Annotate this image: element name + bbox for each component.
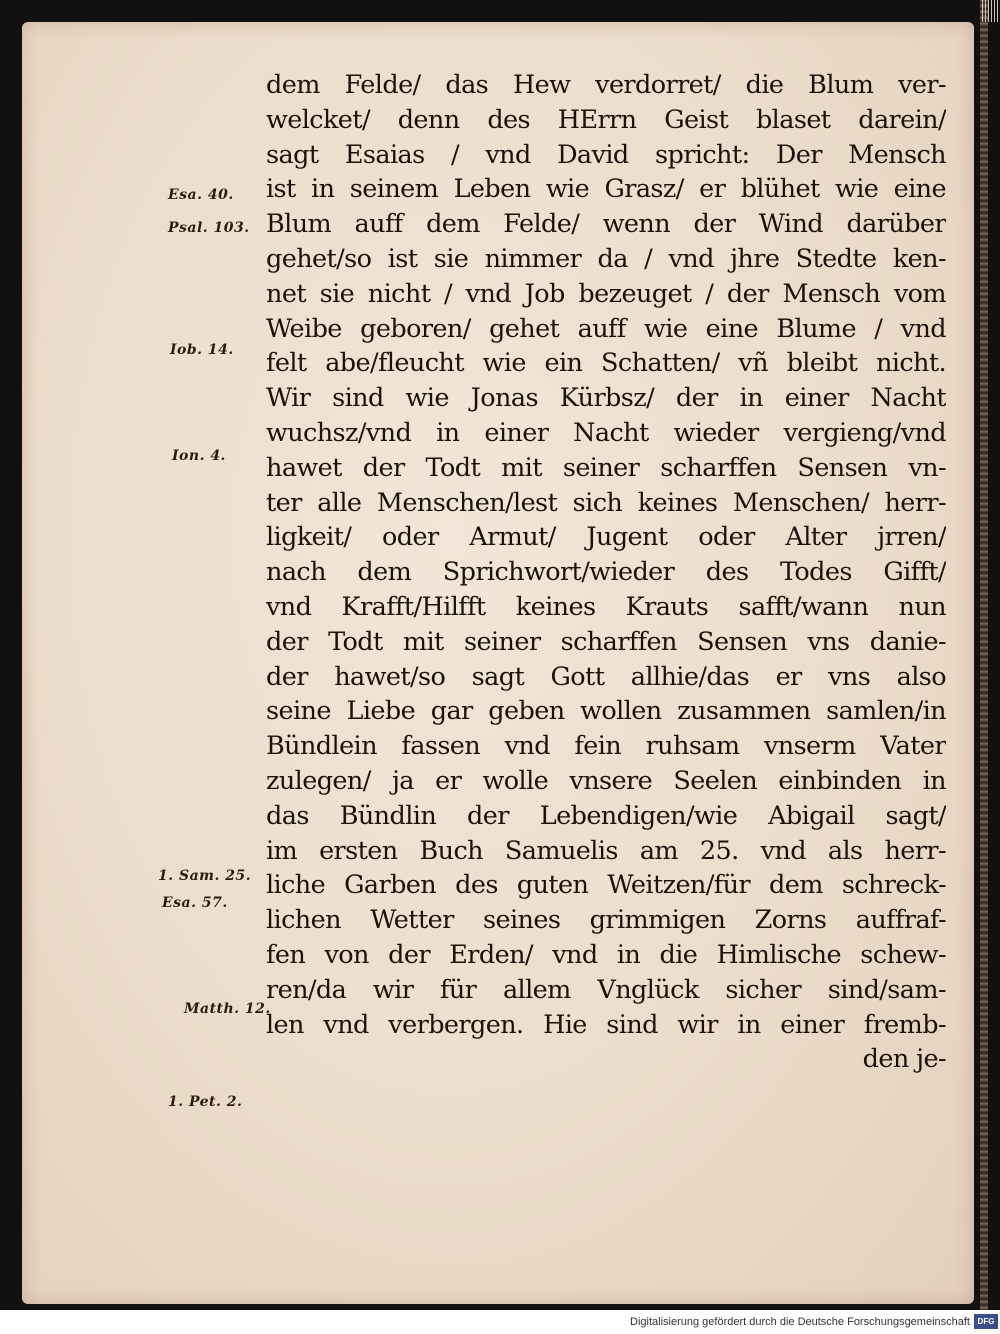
text-line: sagt Esaias / vnd David spricht: Der Mensch <box>266 139 946 170</box>
text-line: wuchsz/vnd in einer Nacht wieder vergieng/vnd <box>266 417 946 448</box>
text-line: dem Felde/ das Hew verdorret/ die Blum ver- <box>266 70 946 100</box>
marginal-reference: Ion. 4. <box>172 448 226 464</box>
text-line: zulegen/ ja er wolle vnsere Seelen einbinden in <box>266 765 946 796</box>
text-line: Wir sind wie Jonas Kürbsz/ der in einer Nacht <box>266 383 946 414</box>
text-line: Bündlein fassen vnd fein ruhsam vnserm Vater <box>266 731 946 762</box>
text-line: welcket/ denn des HErrn Geist blaset darein/ <box>266 104 946 135</box>
text-line: seine Liebe gar geben wollen zusammen samlen/in <box>266 696 946 727</box>
text-line: ren/da wir für allem Vnglück sicher sind/sam- <box>266 974 946 1005</box>
dfg-logo: DFG <box>974 1314 998 1329</box>
text-line: Blum auff dem Felde/ wenn der Wind darüber <box>266 209 946 240</box>
catchword: den je- <box>862 1044 946 1075</box>
marginal-reference: Matth. 12. <box>184 1001 271 1017</box>
text-line: im ersten Buch Samuelis am 25. vnd als herr- <box>266 835 946 866</box>
text-line: net sie nicht / vnd Job bezeuget / der Mensch vom <box>266 278 946 309</box>
marginal-reference: Iob. 14. <box>170 342 234 358</box>
marginal-reference: Esa. 57. <box>162 895 228 911</box>
text-line: das Bündlin der Lebendigen/wie Abigail sagt/ <box>266 800 946 831</box>
text-line: gehet/so ist sie nimmer da / vnd jhre Stedte ken- <box>266 243 946 274</box>
marginal-reference: 1. Pet. 2. <box>168 1094 243 1110</box>
text-line: hawet der Todt mit seiner scharffen Sensen vn- <box>266 452 946 483</box>
marginal-reference: Psal. 103. <box>168 220 250 236</box>
text-line: felt abe/fleucht wie ein Schatten/ vñ bleibt nicht. <box>266 348 946 379</box>
text-line: ligkeit/ oder Armut/ Jugent oder Alter jrren/ <box>266 522 946 553</box>
text-line: liche Garben des guten Weitzen/für dem schreck- <box>266 870 946 901</box>
text-line: vnd Krafft/Hilfft keines Krauts safft/wann nun <box>266 591 946 622</box>
digitization-credit: Digitalisierung gefördert durch die Deutsche Forschungsgemeinschaft <box>630 1316 970 1328</box>
text-line: der Todt mit seiner scharffen Sensen vns danie- <box>266 626 946 657</box>
text-line: Weibe geboren/ gehet auff wie eine Blume / vnd <box>266 313 946 344</box>
marginal-reference: Esa. 40. <box>168 187 234 203</box>
scan-corner-marker <box>982 0 998 22</box>
text-line: fen von der Erden/ vnd in die Himlische schew- <box>266 939 946 970</box>
text-line: ter alle Menschen/lest sich keines Menschen/ herr- <box>266 487 946 518</box>
book-edge <box>980 0 988 1310</box>
text-line: ist in seinem Leben wie Grasz/ er blühet wie eine <box>266 174 946 205</box>
page-body-text <box>266 68 946 1077</box>
text-line: len vnd verbergen. Hie sind wir in einer fremb- <box>266 1009 946 1040</box>
text-line: der hawet/so sagt Gott allhie/das er vns also <box>266 661 946 692</box>
text-line: lichen Wetter seines grimmigen Zorns auffraf- <box>266 905 946 936</box>
marginal-reference: 1. Sam. 25. <box>158 868 252 884</box>
text-line: nach dem Sprichwort/wieder des Todes Gifft/ <box>266 557 946 588</box>
